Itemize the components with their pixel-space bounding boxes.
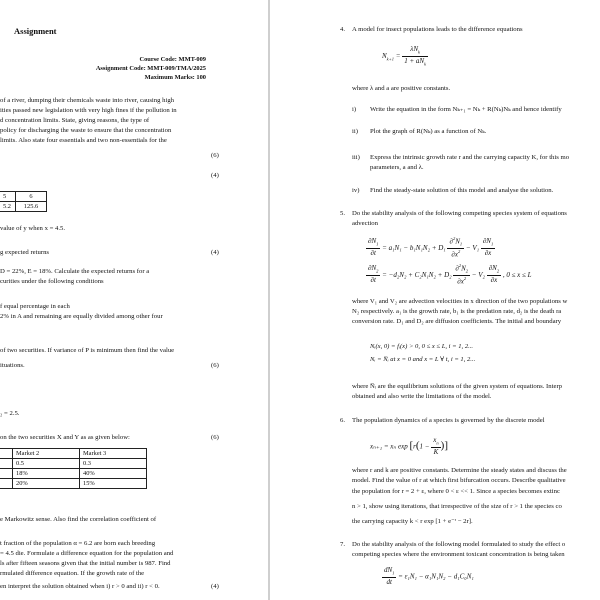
marks-q1b: (4): [211, 172, 219, 179]
q4-item-4: Find the steady-state solution of this model and analyse the solution.: [370, 187, 554, 194]
table-header: Market 3: [80, 449, 147, 459]
q4-item-1: Write the equation in the form Nₖ₊₁ = Nₖ + R(Nₖ)Nₖ and hence identify: [370, 106, 562, 113]
q1-line-5: limits. Also state four essentials and two non-essentials for the: [0, 137, 167, 144]
eq-denominator: 1 + aN: [404, 56, 425, 65]
q4-equation: $N_{k+1}$ = $\frac{\lambda N_k}{1 + aN_k}$: [382, 45, 427, 67]
q4-item-2: Plot the graph of R(Nₖ) as a function of Nₖ.: [370, 128, 487, 135]
q5-bc-2: Nᵢ = N̅ᵢ at x = 0 and x = L ∀ t, i = 1, 2...: [370, 356, 476, 363]
q4-item-3-num: iii): [352, 154, 360, 161]
q6-equation: xₙ₊₁ = xₙ exp [r(1 − $\frac{x_n}{K}$ )]: [370, 436, 448, 456]
table-cell: 15%: [80, 479, 147, 489]
q5-number: 5.: [340, 210, 346, 217]
q5-para-3: conversion rate. D₁ and D₂ are diffusion coefficients. The initial and boundary: [352, 318, 562, 325]
q4-item-3: Express the intrinsic growth rate r and the carrying capacity K, for this mo: [370, 154, 570, 161]
left-page: [0, 0, 268, 600]
q5-line-5: en interpret the solution obtained when i) r > 0 and ii) r < 0.: [0, 583, 160, 590]
table-row: [0, 459, 147, 469]
eq-numerator: λN: [410, 45, 418, 53]
table-cell: 0.5: [13, 459, 80, 469]
assignment-title: Assignment: [14, 26, 57, 36]
q4-line-securities: on the two securities X and Y as as given below:: [0, 434, 130, 441]
q7-number: 7.: [340, 541, 346, 548]
q7-eq-body: = ε₁N₁ − α₁N₁N₂ − d₁C₀N₁: [398, 572, 474, 581]
q3-line-expected: g expected returns: [0, 249, 50, 256]
eq-fraction: $\frac{\lambda N_k}{1 + aN_k}$: [404, 45, 427, 67]
q3-line-3: f equal percentage in each: [0, 303, 70, 310]
q5-equation-2: $\frac{\partial N_2}{\partial t}$ = −d₂N₂ + C₂N₁N₂ + D₂ $\frac{\partial^2N_2}{\partial x^2}$ − V₂ $\frac{\partial N_2}{\partial x}$ , 0 ≤ x ≤ L: [368, 263, 532, 286]
q7-text-2: competing species where the environment toxicant concentration is being taken: [352, 551, 565, 558]
table-cell: 5: [0, 192, 16, 202]
marks-q3b: (6): [211, 362, 219, 369]
q7-text-1: Do the stability analysis of the following model formulated to study the effect o: [352, 541, 566, 548]
q4-number: 4.: [340, 26, 346, 33]
q5-line-1: t fraction of the population α = 6.2 are born each breeding: [0, 540, 156, 547]
table-cell: 125.6: [16, 202, 47, 212]
table-cell: 40%: [80, 469, 147, 479]
q6-para-3: the population for r = 2 + ε, where 0 < ε << 1. Since a species becomes extinc: [352, 488, 560, 495]
course-code: Course Code: MMT-009: [139, 56, 206, 63]
q1-line-3: d concentration limits. State, giving reasons, the type of: [0, 117, 150, 124]
table-cell: [0, 449, 13, 459]
q2-line-value: value of y when x = 4.5.: [0, 225, 66, 232]
q6-number: 6.: [340, 417, 346, 424]
table-cell: 0.3: [80, 459, 147, 469]
assignment-code: Assignment Code: MMT-009/TMA/2025: [95, 65, 206, 72]
q1-line-2: ities passed new legislation with very high fines if the pollution in: [0, 107, 177, 114]
table-cell: 20%: [13, 479, 80, 489]
table-row: [0, 449, 147, 459]
eq2-tail: − V₂: [471, 270, 485, 279]
q6-para-1: where r and k are positive constants. Determine the steady states and discuss the: [352, 467, 567, 474]
table-row: [0, 192, 47, 202]
q5-line-2: = 4.5 die. Formulate a difference equation for the population and: [0, 550, 174, 557]
eq1-tail: − V₁: [465, 243, 480, 252]
q5-line-3: ls after fifteen seasons given that the initial number is 987. Find: [0, 560, 171, 567]
q5-line-4: rmulated difference equation. If the growth rate of the: [0, 570, 145, 577]
q3-line-6: ituations.: [0, 362, 25, 369]
table-cell: 5.2: [0, 202, 16, 212]
q3-line-4: 2% in A and remaining are equally divided among other four: [0, 313, 163, 320]
q3-line-2: curities under the following conditions: [0, 278, 104, 285]
q5-para2-2: obtained and also write the limitations of the model.: [352, 393, 492, 400]
table-cell: [0, 459, 13, 469]
q4-text: A model for insect populations leads to the difference equations: [352, 26, 523, 33]
right-page: [270, 0, 600, 600]
q4-item-3b: parameters, a and λ.: [370, 164, 424, 171]
table-row: [0, 479, 147, 489]
q6-para-5: the carrying capacity k < r exp [1 + e⁻ʳ − 2r].: [352, 518, 473, 525]
eq2-end: , 0 ≤ x ≤ L: [502, 270, 532, 279]
q7-equation: $\frac{dN_1}{dt}$ = ε₁N₁ − α₁N₁N₂ − d₁C₀N₁: [384, 566, 474, 586]
eq2-body: = −d₂N₂ + C₂N₁N₂ + D₂: [382, 270, 452, 279]
q5-equation-1: $\frac{\partial N_1}{\partial t}$ = a₁N₁ − b₁N₁N₂ + D₁ $\frac{\partial^2N_1}{\partial x^2}$ − V₁ $\frac{\partial N_1}{\partial x}$: [368, 236, 494, 259]
max-marks: Maximum Marks: 100: [144, 74, 206, 81]
q5-para-1: where V₁ and V₂ are advection velocities in x direction of the two populations w: [352, 298, 568, 305]
q1-line-4: policy for discharging the waste to ensure that the concentration: [0, 127, 172, 134]
q4-item-1-num: i): [352, 106, 357, 113]
q5-bc-1: Nᵢ(x, 0) = fᵢ(x) > 0, 0 ≤ x ≤ L, i = 1, 2...: [370, 343, 474, 350]
q3-line-1: D = 22%, E = 18%. Calculate the expected returns for a: [0, 268, 150, 275]
data-table-xy: [0, 191, 47, 212]
q4-where: where λ and a are positive constants.: [352, 85, 451, 92]
table-cell: 6: [16, 192, 47, 202]
eq-lhs: N: [382, 51, 387, 60]
q6-para-2: model. Find the value of r at which first bifurcation occurs. Describe qualitative: [352, 477, 566, 484]
table-row: [0, 202, 47, 212]
q1-line-1: of a river, dumping their chemicals waste into river, causing high: [0, 97, 175, 104]
q4-line-markowitz: e Markowitz sense. Also find the correlation coefficient of: [0, 516, 157, 523]
q6-text: The population dynamics of a species is governed by the discrete model: [352, 417, 545, 424]
marks-q4: (6): [211, 434, 219, 441]
marks-q3: (4): [211, 249, 219, 256]
q6-para-4: n > 1, show using iterations, that irrespective of the size of r > 1 the species co: [352, 503, 562, 510]
marks-q1a: (6): [211, 152, 219, 159]
table-row: [0, 469, 147, 479]
marks-q5: (4): [211, 583, 219, 590]
q5-para2-1: where N̅ᵢ are the equilibrium solutions of the given system of equations. Interp: [352, 383, 563, 390]
table-cell: [0, 469, 13, 479]
table-cell: [0, 479, 13, 489]
q4-item-2-num: ii): [352, 128, 358, 135]
table-header: Market 2: [13, 449, 80, 459]
data-table-markets: [0, 448, 147, 489]
q4-line-25: ₂ = 2.5.: [0, 410, 20, 417]
q4-item-4-num: iv): [352, 187, 360, 194]
eq1-body: = a₁N₁ − b₁N₁N₂ + D₁: [382, 243, 446, 252]
q5-text-2: advection: [352, 220, 378, 227]
q6-eq-body: xₙ₊₁ = xₙ exp: [370, 442, 408, 451]
table-cell: 18%: [13, 469, 80, 479]
q5-para-2: N₂ respectively. a₁ is the growth rate, b₁ is the predation rate, d₂ is the death ra: [352, 308, 562, 315]
q5-text-1: Do the stability analysis of the following competing species system of equations: [352, 210, 567, 217]
q3-line-5: of two securities. If variance of P is minimum then find the value: [0, 347, 175, 354]
